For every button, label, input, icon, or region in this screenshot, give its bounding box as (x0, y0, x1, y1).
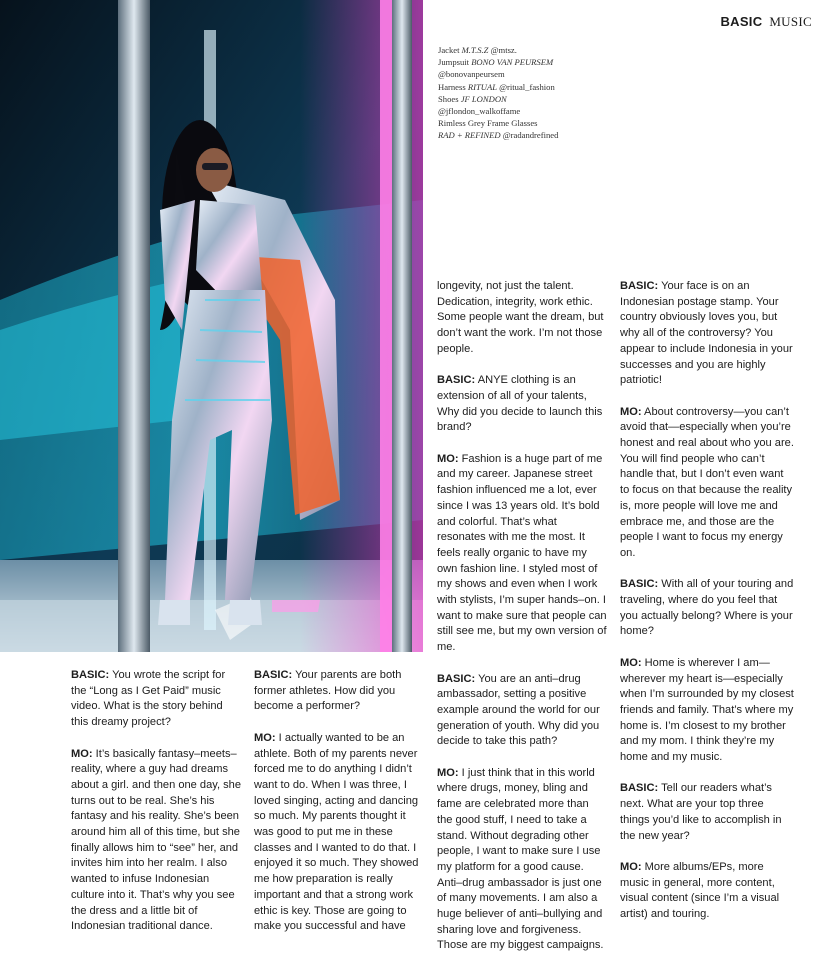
speaker-label: BASIC: (254, 669, 293, 681)
fashion-credits (438, 44, 638, 142)
speaker-label: MO: (620, 656, 642, 669)
interview-paragraph (437, 672, 607, 751)
page-header (720, 14, 812, 30)
interview-paragraph (620, 279, 795, 389)
paragraph-text: Your face is on an Indonesian postage stamp. Your country obviously loves you, but why all of the controversy? You appear to include Indonesia in your successes and you are highly patriotic! (620, 280, 793, 387)
speaker-label: MO: (620, 860, 642, 873)
paragraph-text: Your parents are both former athletes. How did you become a performer? (254, 669, 402, 713)
interview-paragraph (254, 668, 426, 715)
interview-paragraph (437, 373, 607, 436)
section-name: MUSIC (769, 14, 812, 29)
article-column-2 (254, 668, 426, 935)
paragraph-text: Tell our readers what’s next. What are your top three things you’d like to accomplish in the new year? (620, 782, 782, 842)
credit-line: RAD + REFINED @radandrefined (438, 130, 559, 141)
interview-paragraph (620, 577, 795, 640)
speaker-label: BASIC: (620, 578, 659, 591)
paragraph-text: I actually wanted to be an athlete. Both of my parents never forced me to do anything I didn’t want to do. When I was three, I loved singing, acting and dancing so much. My parents thought it was good to put me in these classes and I wanted to do that. I enjoyed it so much. They showed me how preparation is really important and that a strong work ethic is key. Those are going to make you successful and have (254, 731, 419, 933)
paragraph-text: Home is wherever I am—wherever my heart is—especially when I’m surrounded by my closest friends and family. That’s where my home is. I’m closest to my brother and my mom. I think they’re my home and my music. (620, 656, 794, 764)
speaker-label: MO: (437, 766, 459, 779)
interview-paragraph (437, 452, 607, 656)
paragraph-text: You are an anti–drug ambassador, setting a positive example around the world for our generation of youth. Why did you decide to take this path? (437, 672, 600, 748)
interview-paragraph (437, 766, 607, 954)
paragraph-text: More albums/EPs, more music in general, more content, visual content (since I’m a visual artist) and touring. (620, 860, 780, 921)
credit-line: Jumpsuit BONO VAN PEURSEM (438, 57, 554, 68)
speaker-label: MO: (254, 731, 276, 744)
speaker-label: BASIC: (437, 672, 476, 685)
speaker-label: MO: (437, 452, 459, 465)
interview-paragraph (437, 279, 607, 358)
magazine-brand: BASIC (720, 14, 763, 29)
paragraph-text: It’s basically fantasy–meets–reality, where a guy had dreams about a girl. and then one day, she turns out to be real. She’s his fantasy and his reality. She’s been around him all of this time, but she finally allows him to “see” her, and invites him into her realm. I also wanted to infuse Indonesian culture into it. That’s why you see the dress and a little bit of Indonesian traditional dance. (71, 747, 242, 933)
speaker-label: MO: (71, 747, 93, 760)
article-column-1 (71, 668, 243, 935)
speaker-label: BASIC: (437, 374, 476, 387)
paragraph-text: With all of your touring and traveling, where do you feel that you actually belong? Where is your home? (620, 578, 794, 638)
speaker-label: BASIC: (71, 669, 110, 681)
credit-line: Jacket M.T.S.Z @mtsz. (438, 45, 517, 55)
article-column-4 (620, 279, 795, 923)
speaker-label: BASIC: (620, 280, 659, 292)
interview-paragraph (620, 656, 795, 766)
interview-paragraph (620, 405, 795, 562)
speaker-label: BASIC: (620, 782, 659, 795)
paragraph-text: longevity, not just the talent. Dedication, integrity, work ethic. Some people want the dream, but don’t want the work. I’m not those people. (437, 280, 604, 355)
paragraph-text: About controversy—you can’t avoid that—especially when you’re honest and real about who you are. You will find people who can’t handle that, but I don’t even want to focus on that because the reality is, more people will love me and embrace me, and those are the people I want to focus my energy on. (620, 405, 794, 559)
interview-paragraph (71, 747, 243, 935)
paragraph-text: I just think that in this world where drugs, money, bling and fame are celebrated more than the good stuff, I need to take a stand. Without degrading other people, I want to make sure I use my platform for a good cause. Anti–drug ambassador is just one of many movements. I am also a huge believer of anti–bullying and sharing love and forgiveness. Those are my biggest campaigns. (437, 766, 604, 952)
interview-paragraph (620, 860, 795, 923)
interview-paragraph (620, 781, 795, 844)
interview-paragraph (71, 668, 243, 731)
fashion-photo (0, 0, 423, 652)
speaker-label: MO: (620, 405, 642, 418)
paragraph-text: ANYE clothing is an extension of all of your talents, Why did you decide to launch this brand? (437, 374, 603, 434)
credit-line: Shoes JF LONDON (438, 93, 507, 104)
credit-line: Harness RITUAL @ritual_fashion (438, 81, 555, 92)
photo-illustration (0, 0, 423, 652)
interview-paragraph (254, 731, 426, 935)
credit-line: @bonovanpeursem (438, 69, 505, 80)
credit-line: Rimless Grey Frame Glasses (438, 118, 538, 129)
paragraph-text: Fashion is a huge part of me and my career. Japanese street fashion influenced me a lot, ever since I was 13 years old. It’s bold and colorful. That’s what resonates with me the most. It feels really organic to have my own fashion line. I styled most of my shows and even when I work with stylists, I’m super hands–on. I want to make sure that people can still see me, but my own version of me. (437, 452, 607, 654)
paragraph-text: You wrote the script for the “Long as I Get Paid” music video. What is the story behind this dreamy project? (71, 669, 226, 729)
credit-line: @jflondon_walkoffame (438, 106, 521, 117)
article-column-3 (437, 279, 607, 954)
